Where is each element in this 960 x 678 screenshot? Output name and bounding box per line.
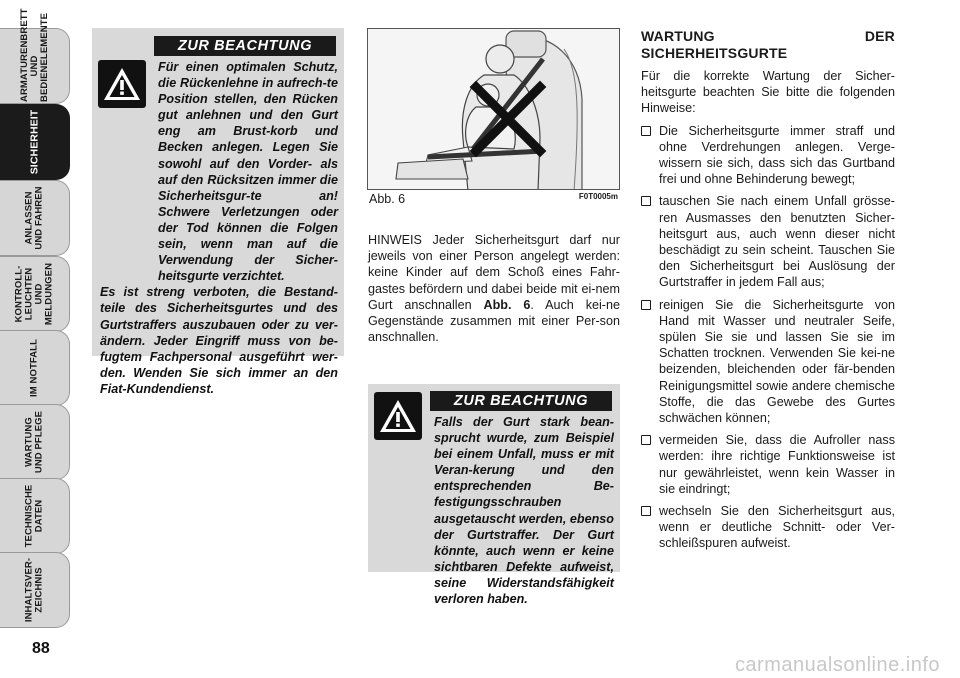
warning-box-seat-position bbox=[92, 28, 344, 396]
list-item bbox=[641, 297, 895, 427]
tab-im-notfall[interactable] bbox=[0, 330, 70, 406]
figure-caption bbox=[369, 192, 620, 206]
warning-text bbox=[376, 414, 614, 607]
tab-label: IM NOTFALL bbox=[28, 339, 40, 397]
maintenance-list bbox=[641, 123, 895, 552]
list-item bbox=[641, 432, 895, 497]
warning-paragraph-2: Es ist streng verboten, die Bestand-teile des Sicherheitsgurtes und des Gurtstraffers auszubauen oder zu ver-ändern. Jeder Eingriff muss von be-fugtem Fachpersonal ausgeführt wer-den. Wenden Sie sich immer an den Fiat-Kundendienst. bbox=[100, 285, 338, 396]
list-item bbox=[641, 123, 895, 188]
warning-header: ZUR BEACHTUNG bbox=[154, 36, 336, 56]
tab-label: ARMATURENBRETT UND BEDIENELEMENTE bbox=[18, 8, 50, 102]
seat-illustration bbox=[368, 29, 620, 190]
tab-anlassen[interactable] bbox=[0, 180, 70, 256]
section-intro: Für die korrekte Wartung der Sicher-heitsgurte beachten Sie bitte die folgenden Hinweise: bbox=[641, 69, 895, 116]
checkbox-bullet-icon bbox=[641, 506, 651, 516]
tab-sicherheit[interactable] bbox=[0, 104, 70, 180]
tab-label: ANLASSEN UND FAHREN bbox=[23, 186, 45, 250]
list-item-text: vermeiden Sie, dass die Aufroller nass werden: ihre richtige Funktionsweise ist nur gewährleistet, wenn kein Wasser in sie eindringt; bbox=[659, 433, 895, 496]
figure-code: F0T0005m bbox=[578, 192, 618, 201]
figure-reference: Abb. 6 bbox=[483, 297, 531, 312]
list-item-text: tauschen Sie nach einem Unfall grösse-ren Ausmasses den benutzten Sicher-heitsgurt aus, auch wenn dieser nicht beschädigt zu sein scheint. Tauschen Sie den Sicherheitsgurt bei Auslösung der Gurtstraffer in jedem Fall aus; bbox=[659, 194, 895, 290]
tab-label: WARTUNG UND PFLEGE bbox=[23, 410, 45, 474]
tab-label: TECHNISCHE DATEN bbox=[23, 484, 45, 548]
tab-label: INHALTSVER- ZEICHNIS bbox=[23, 557, 45, 623]
figure-child-on-lap-illustration bbox=[367, 28, 620, 190]
warning-paragraph-1: Für einen optimalen Schutz, die Rückenlehne in aufrech-te Position stellen, den Rücken gut anlehnen und den Gurt eng am Brust-korb und Becken anlegen. Legen Sie sowohl auf den Vorder- als auf den Rücksitzen immer die Sicherheitsgur-te an! Schwere Verletzungen oder der Tod können die Folgen sein, wenn man auf die Verwendung der Sicher-heitsgurte verzichtet. bbox=[158, 60, 338, 284]
section-title: WARTUNG DER SICHERHEITSGURTE bbox=[641, 28, 895, 61]
checkbox-bullet-icon bbox=[641, 435, 651, 445]
checkbox-bullet-icon bbox=[641, 126, 651, 136]
tab-technische-daten[interactable] bbox=[0, 478, 70, 554]
list-item bbox=[641, 193, 895, 290]
tab-armaturenbrett[interactable] bbox=[0, 8, 70, 104]
tab-wartung[interactable] bbox=[0, 404, 70, 480]
hinweis-paragraph bbox=[368, 232, 620, 345]
list-item-text: wechseln Sie den Sicherheitsgurt aus, wenn er deutliche Schnitt- oder Ver-schleißspuren aufweist. bbox=[659, 504, 895, 551]
figure-label: Abb. 6 bbox=[369, 192, 406, 206]
warning-box-belt-replacement bbox=[368, 384, 620, 607]
tab-label: KONTROLL- LEUCHTEN UND MELDUNGEN bbox=[13, 262, 55, 326]
tab-kontrollleuchten[interactable] bbox=[0, 256, 70, 332]
tab-label: SICHERHEIT bbox=[28, 109, 41, 175]
warning-header: ZUR BEACHTUNG bbox=[430, 391, 612, 411]
hinweis-text-end: . Auch kei-ne Gegenstände zusammen mit einer Per-son anschnallen. bbox=[368, 297, 621, 345]
page-number: 88 bbox=[32, 640, 50, 657]
warning-text bbox=[100, 59, 338, 397]
wartung-section bbox=[641, 28, 895, 558]
tab-inhaltsverzeichnis[interactable] bbox=[0, 552, 70, 628]
list-item-text: Die Sicherheitsgurte immer straff und ohne Verdrehungen anlegen. Verge-wissern sie sich, dass sich das Gurtband frei und ohne Behinderung bewegt; bbox=[659, 123, 895, 187]
chapter-tabs bbox=[0, 0, 72, 640]
watermark: carmanualsonline.info bbox=[734, 654, 940, 676]
checkbox-bullet-icon bbox=[641, 196, 651, 206]
list-item bbox=[641, 503, 895, 552]
hinweis-text: HINWEIS Jeder Sicherheitsgurt darf nur jeweils von einer Person angelegt werden: keine Kinder auf dem Schoß eines Fahr-gastes befördern und dabei beide mit ei-nem Gurt anschnallen bbox=[368, 233, 620, 312]
warning-paragraph: Falls der Gurt stark bean-sprucht wurde, zum Beispiel bei einem Unfall, muss er mit Veran-kerung und den entsprechenden Be-festigungsschrauben ausgetauscht werden, ebenso der Gurtstraffer. Der Gurt könnte, auch wenn er keine sichtbaren Defekte aufweist, seine Widerstandsfähigkeit verloren haben. bbox=[434, 415, 614, 607]
checkbox-bullet-icon bbox=[641, 300, 651, 310]
list-item-text: reinigen Sie die Sicherheitsgurte von Hand mit Wasser und neutraler Seife, spülen Sie sie und lassen Sie sie im Schatten trocknen. Verwenden Sie kei-ne beizenden, bleichenden oder fär-benden Reinigungsmittel sowie andere chemische Stoffe, die das Gewebe des Gurtes schwächen können; bbox=[659, 297, 895, 426]
